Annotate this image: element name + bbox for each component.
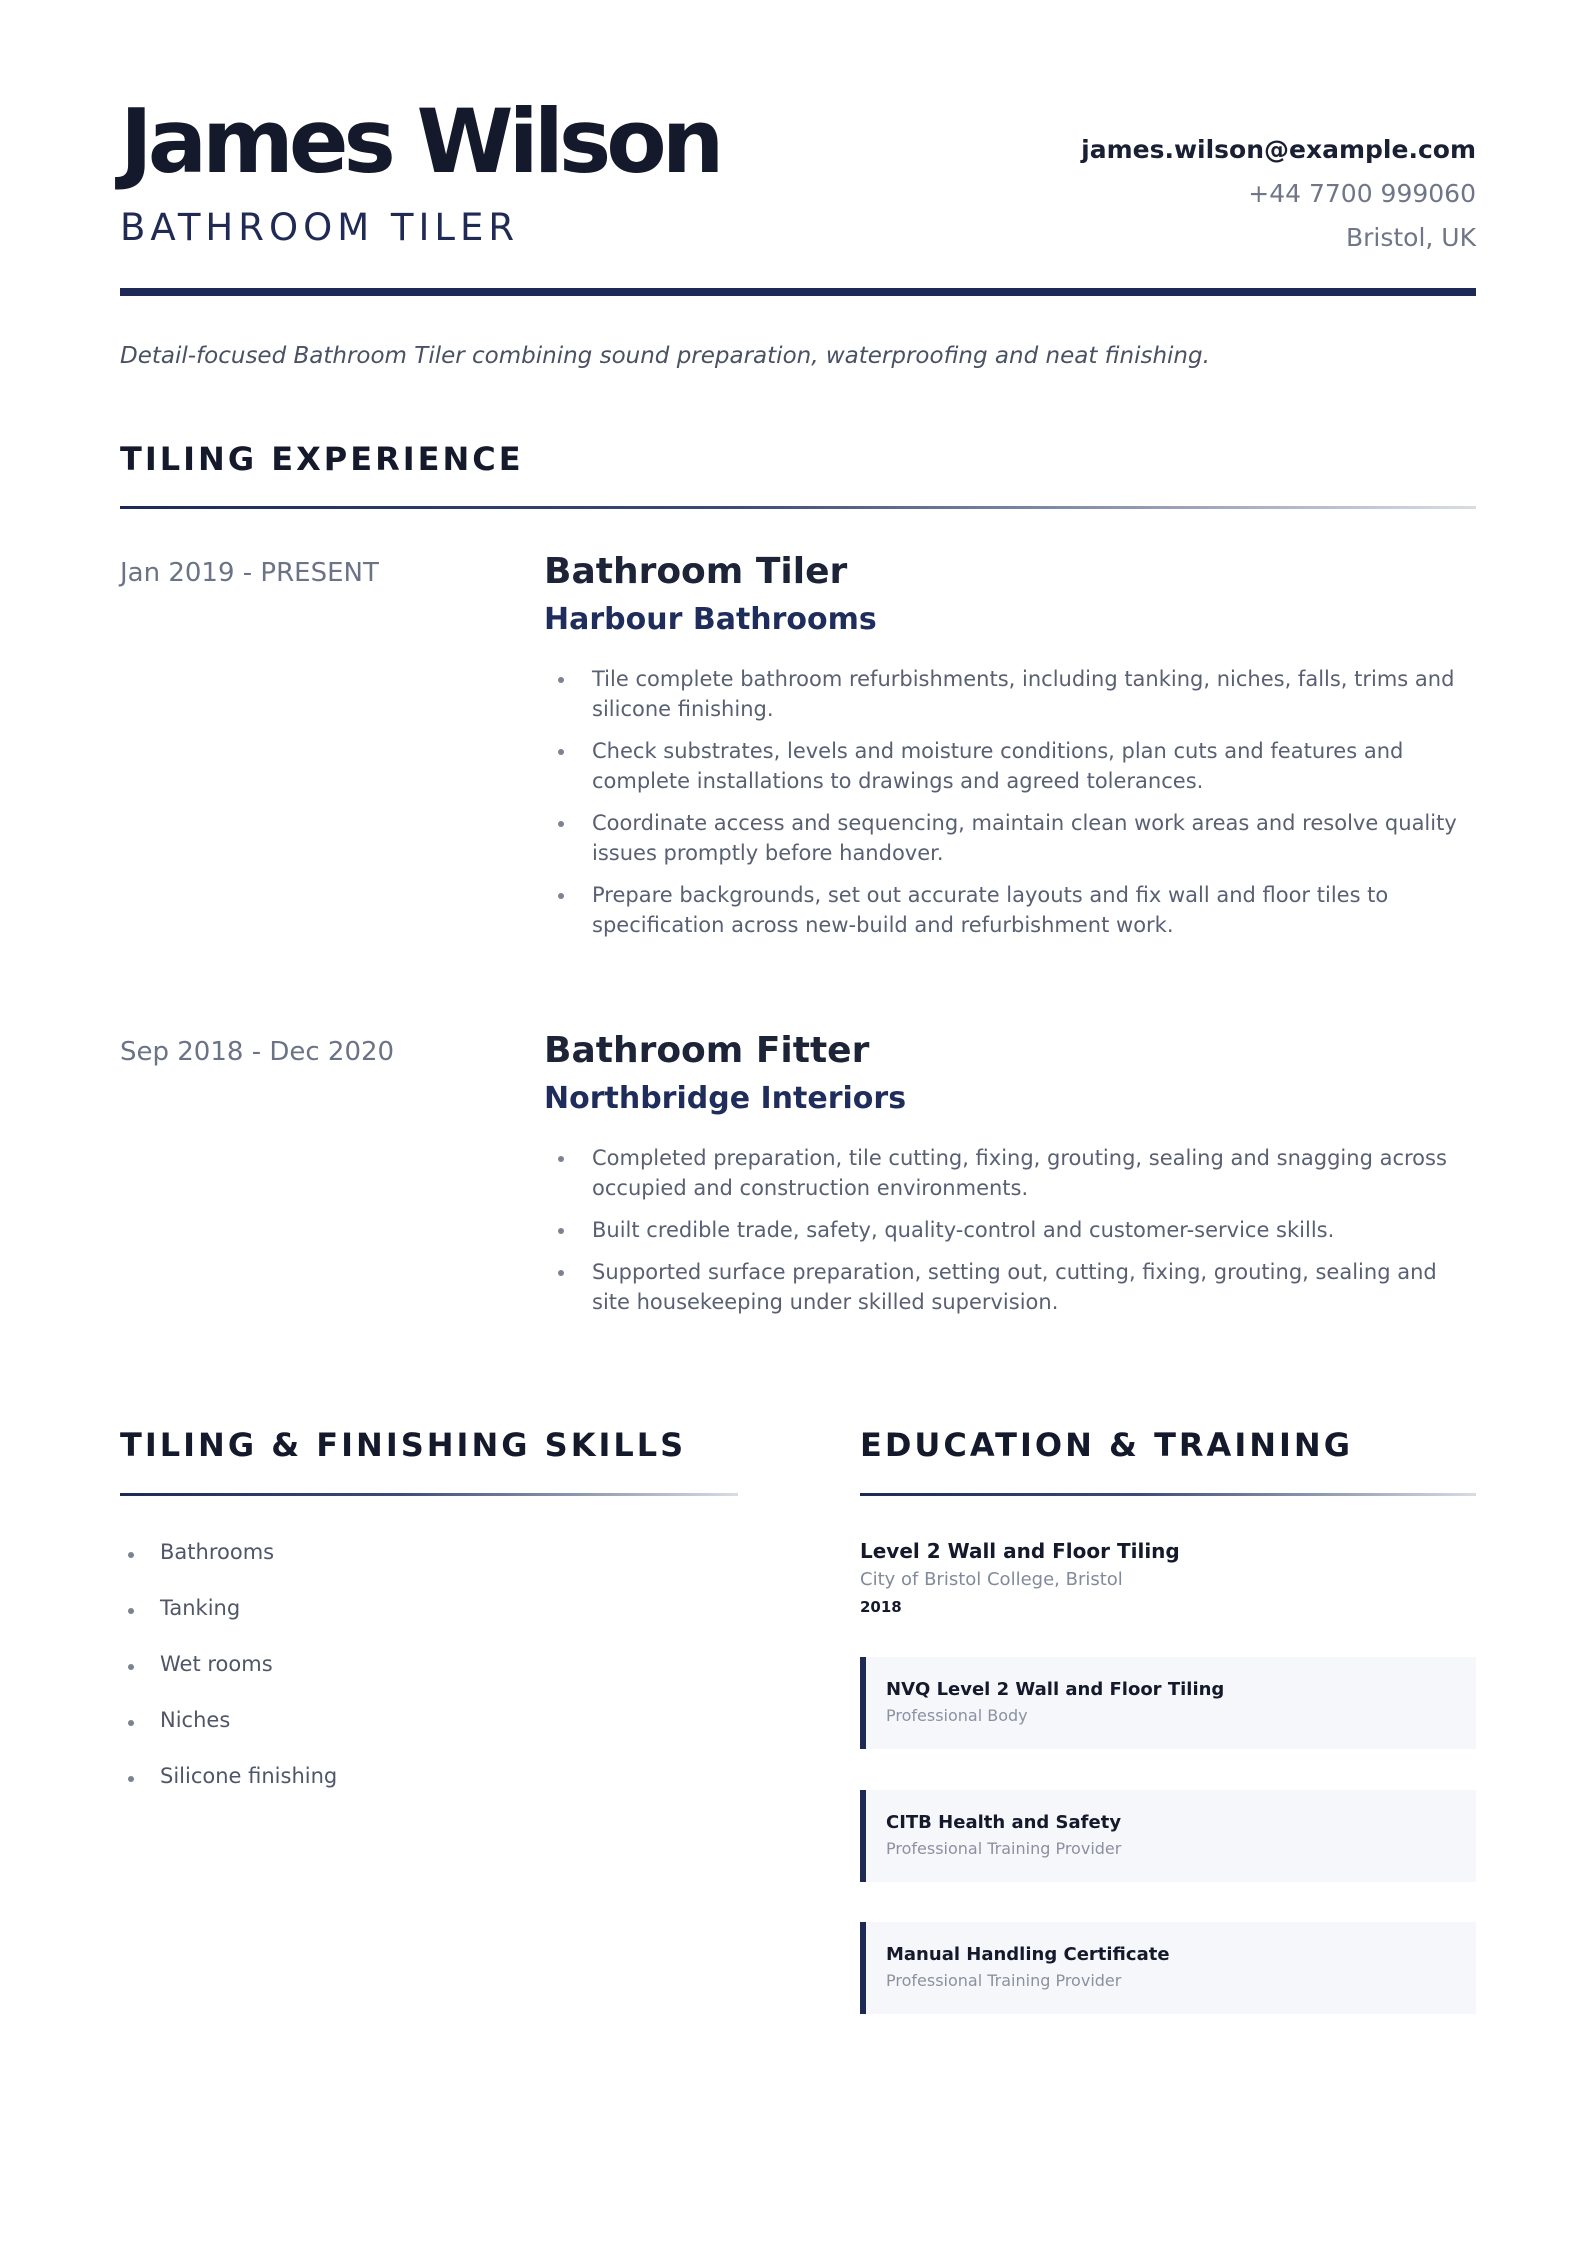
job-title: Bathroom Fitter — [544, 1030, 870, 1071]
resume-page — [120, 0, 1476, 1990]
resume-header — [120, 0, 1476, 300]
candidate-role: BATHROOM TILER — [120, 206, 520, 249]
certification-card — [860, 1922, 1476, 2014]
job-bullet: Tile complete bathroom refurbishments, including tanking, niches, falls, trims and silicone finishing. — [544, 664, 1476, 724]
education-school: City of Bristol College, Bristol — [860, 1569, 1123, 1590]
skill-item: Wet rooms — [120, 1652, 337, 1708]
education-divider — [860, 1493, 1476, 1496]
email-link[interactable]: james.wilson@example.com — [1081, 135, 1476, 164]
job-details — [544, 548, 1476, 952]
skills-heading: TILING & FINISHING SKILLS — [120, 1426, 687, 1464]
job-dates: Jan 2019 - PRESENT — [120, 558, 379, 588]
certification-issuer: Professional Training Provider — [886, 1839, 1122, 1858]
job-bullets — [544, 1143, 1476, 1317]
profile-summary: Detail-focused Bathroom Tiler combining sound preparation, waterproofing and neat finishing. — [120, 343, 1210, 369]
job-company: Harbour Bathrooms — [544, 602, 877, 637]
certification-issuer: Professional Training Provider — [886, 1971, 1122, 1990]
skill-item: Silicone finishing — [120, 1764, 337, 1820]
job-bullet: Supported surface preparation, setting out, cutting, fixing, grouting, sealing and site housekeeping under skilled supervision. — [544, 1257, 1476, 1317]
certification-card — [860, 1657, 1476, 1749]
candidate-name: James Wilson — [120, 90, 720, 193]
certification-issuer: Professional Body — [886, 1706, 1028, 1725]
job-title: Bathroom Tiler — [544, 551, 848, 592]
job-bullet: Check substrates, levels and moisture conditions, plan cuts and features and complete installations to drawings and agreed tolerances. — [544, 736, 1476, 796]
skill-item: Tanking — [120, 1596, 337, 1652]
education-qualification: Level 2 Wall and Floor Tiling — [860, 1539, 1180, 1563]
experience-divider — [120, 506, 1476, 509]
job-bullets — [544, 664, 1476, 940]
job-company: Northbridge Interiors — [544, 1081, 907, 1116]
location: Bristol, UK — [1345, 223, 1476, 252]
experience-heading: TILING EXPERIENCE — [120, 440, 524, 478]
certification-title: NVQ Level 2 Wall and Floor Tiling — [886, 1679, 1225, 1700]
certification-card — [860, 1790, 1476, 1882]
education-heading: EDUCATION & TRAINING — [860, 1426, 1353, 1464]
job-details — [544, 1027, 1476, 1329]
skill-item: Bathrooms — [120, 1540, 337, 1596]
job-bullet: Coordinate access and sequencing, maintain clean work areas and resolve quality issues promptly before handover. — [544, 808, 1476, 868]
phone-number: +44 7700 999060 — [1248, 179, 1476, 208]
job-dates: Sep 2018 - Dec 2020 — [120, 1037, 395, 1067]
header-divider — [120, 288, 1476, 296]
certification-title: Manual Handling Certificate — [886, 1944, 1170, 1965]
job-bullet: Prepare backgrounds, set out accurate layouts and fix wall and floor tiles to specification across new-build and refurbishment work. — [544, 880, 1476, 940]
education-entry — [860, 1536, 1180, 1620]
contact-block — [1081, 128, 1476, 260]
skills-divider — [120, 1493, 738, 1496]
education-year: 2018 — [860, 1598, 902, 1616]
certification-title: CITB Health and Safety — [886, 1812, 1122, 1833]
skills-list — [120, 1540, 337, 1820]
skill-item: Niches — [120, 1708, 337, 1764]
job-bullet: Completed preparation, tile cutting, fixing, grouting, sealing and snagging across occupied and construction environments. — [544, 1143, 1476, 1203]
job-bullet: Built credible trade, safety, quality-control and customer-service skills. — [544, 1215, 1476, 1245]
